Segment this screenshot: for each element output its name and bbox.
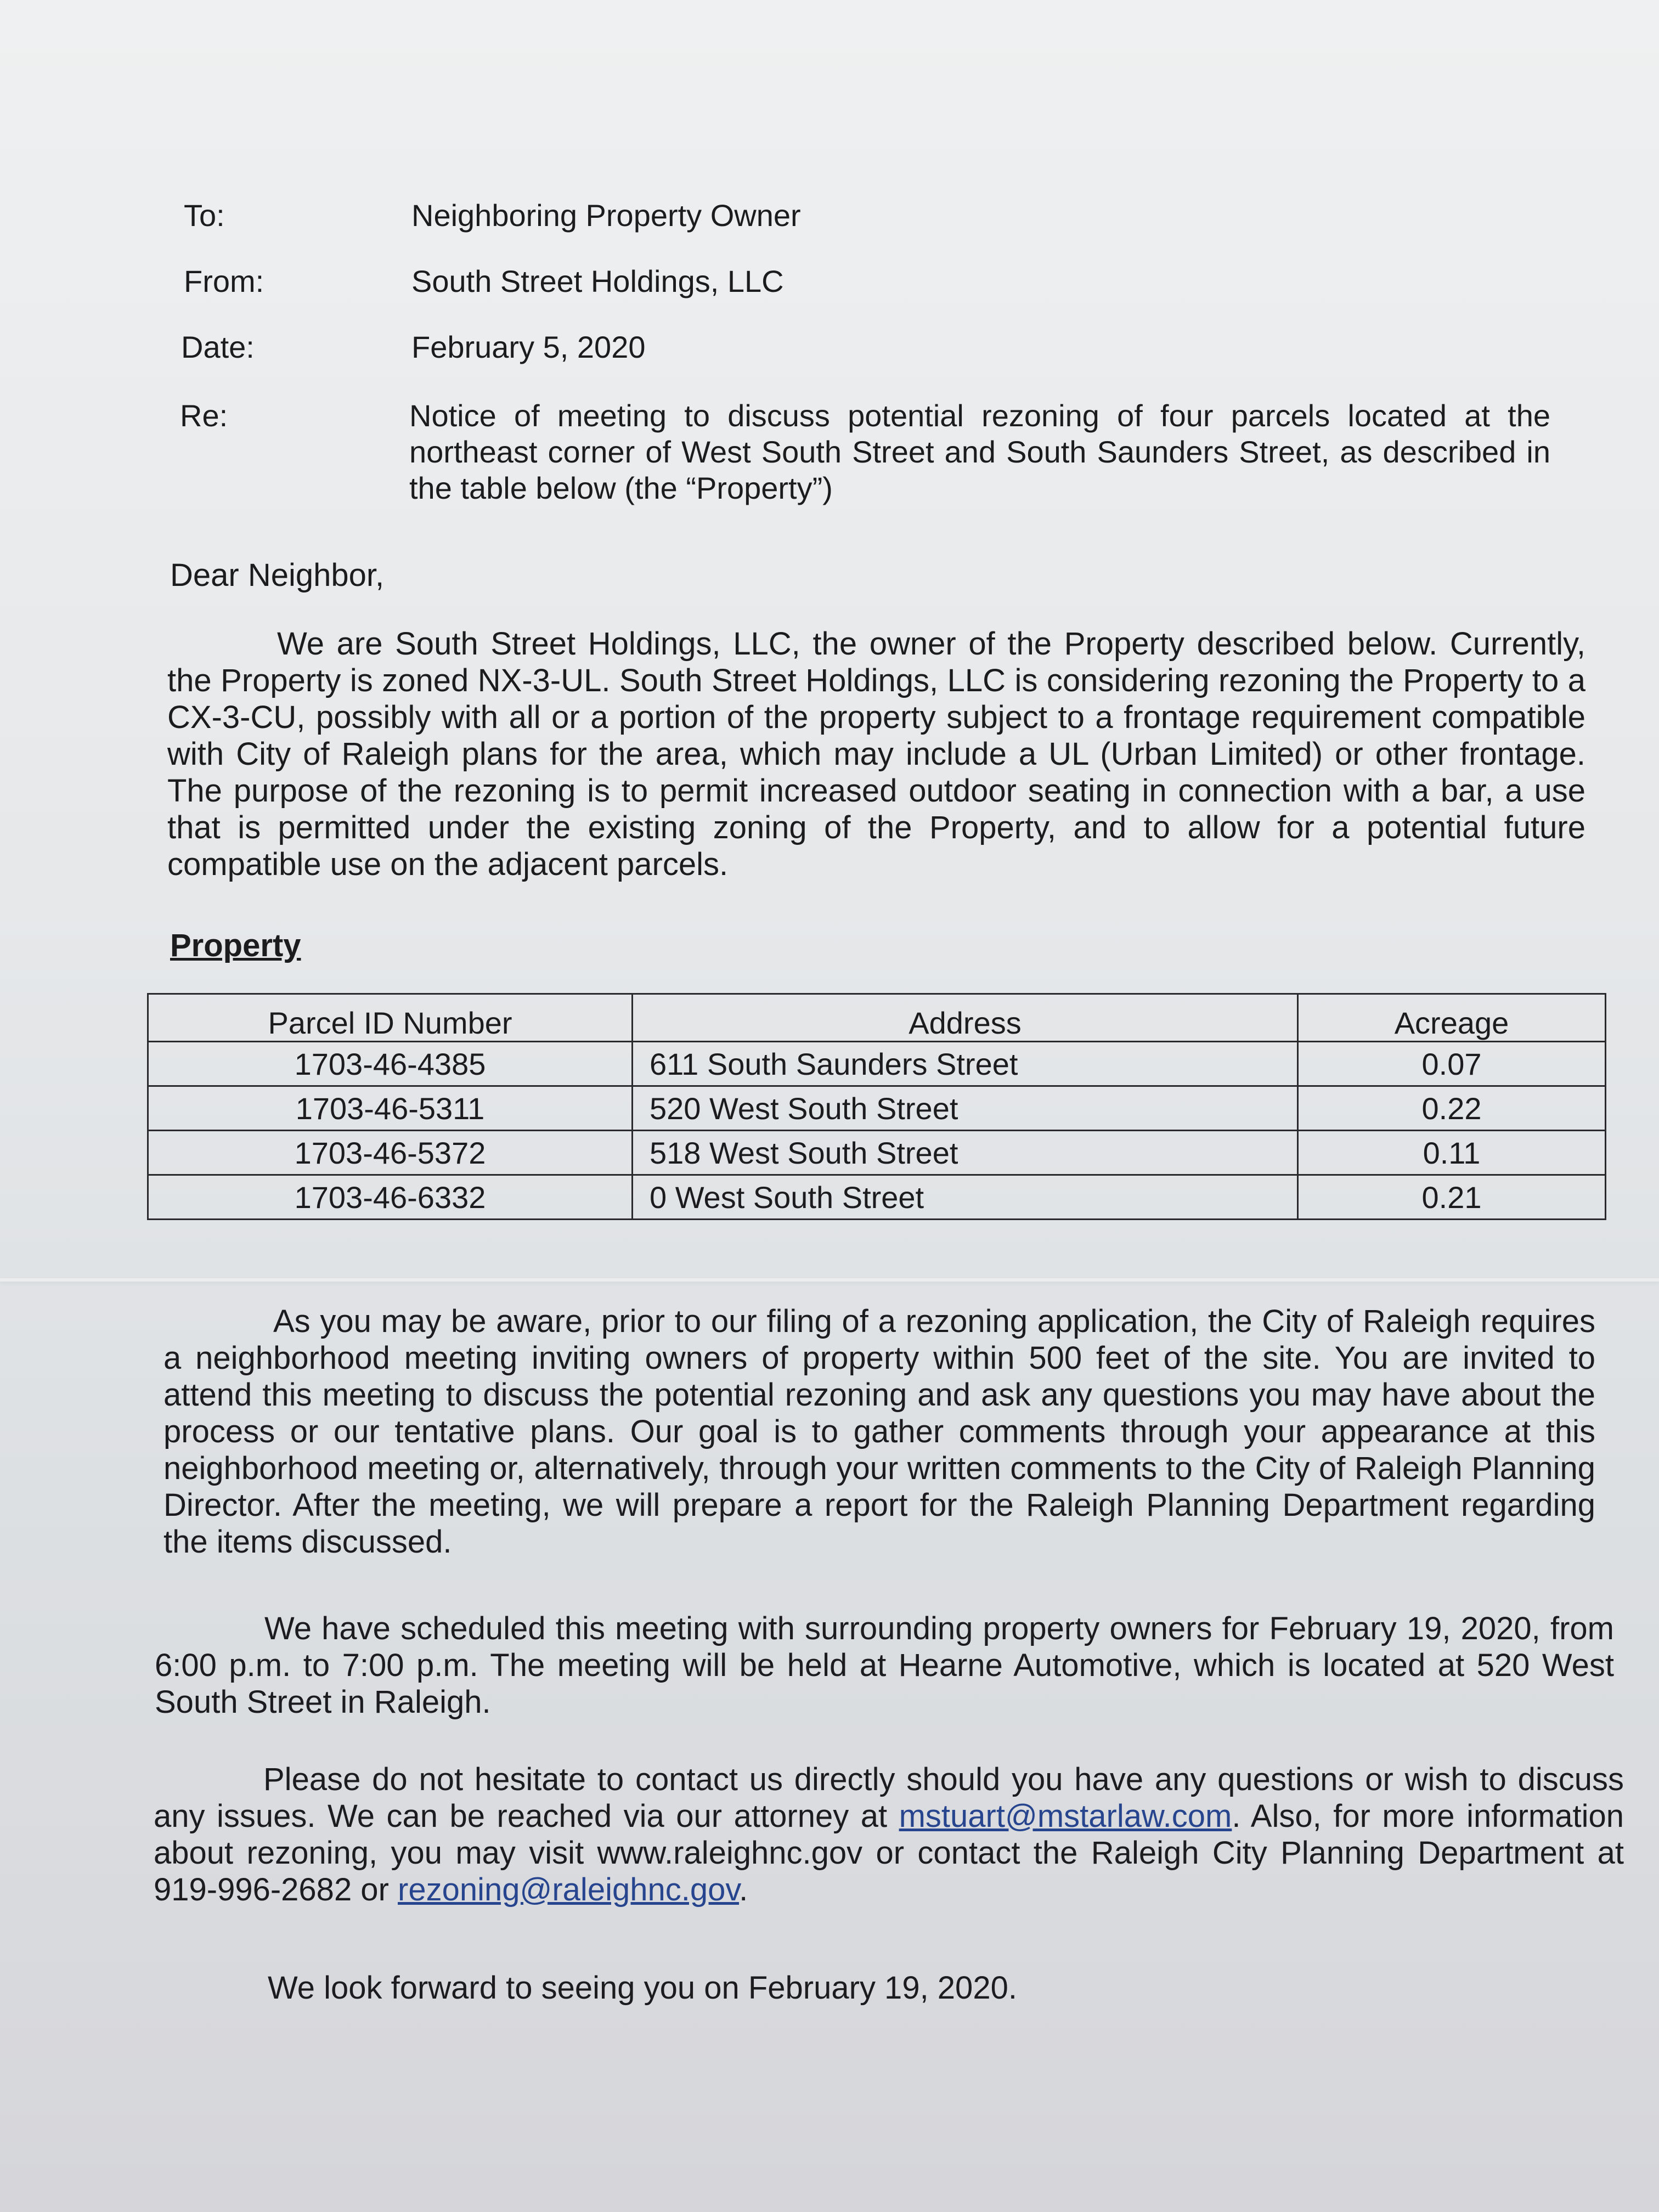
to-label: To: xyxy=(184,198,225,233)
date-label: Date: xyxy=(181,330,255,364)
from-value: South Street Holdings, LLC xyxy=(411,264,784,298)
contact-paragraph xyxy=(154,1761,1624,1908)
table-row xyxy=(148,1086,1606,1131)
property-section-title: Property xyxy=(170,928,301,963)
meeting-paragraph: As you may be aware, prior to our filing of a rezoning application, the City of Raleigh requires a neighborhood meeting inviting owners of property within 500 feet of the site. You are invited to attend this meeting to discuss the potential rezoning and ask any questions you may have about the process or our tentative plans. Our goal is to gather comments through your appearance at this neighborhood meeting or, alternatively, through your written comments to the City of Raleigh Planning Director. After the meeting, we will prepare a report for the Raleigh Planning Department regarding the items discussed. xyxy=(163,1304,1595,1560)
from-label: From: xyxy=(184,264,264,298)
parcel-id-cell: 1703-46-5311 xyxy=(148,1086,633,1131)
contact-text-intro: Please do not hesitate to contact us directly should you have any questions or wish to discuss any issues. We can be reached via our attorney at xyxy=(154,1762,1624,1834)
table-row xyxy=(148,1175,1606,1220)
paper-fold xyxy=(0,1278,1659,1282)
re-label: Re: xyxy=(180,398,228,433)
address-cell: 611 South Saunders Street xyxy=(633,1042,1298,1086)
to-row xyxy=(184,198,1610,234)
rezoning-email-link[interactable]: rezoning@raleighnc.gov xyxy=(398,1872,740,1908)
closing-line: We look forward to seeing you on February 19, 2020. xyxy=(268,1970,1017,2006)
parcel-id-cell: 1703-46-6332 xyxy=(148,1175,633,1220)
to-value: Neighboring Property Owner xyxy=(411,198,801,233)
acreage-cell: 0.22 xyxy=(1298,1086,1606,1131)
re-value: Notice of meeting to discuss potential rezoning of four parcels located at the northeast corner of West South Street and South Saunders Street, as described in the table below (the “Property”) xyxy=(409,398,1550,505)
address-cell: 520 West South Street xyxy=(633,1086,1298,1131)
contact-text-middle: . Also, for more information about rezoning, you may visit www.raleighnc.gov or contact the Raleigh City Planning Department at 919-996-2682 or xyxy=(154,1798,1624,1908)
from-row xyxy=(184,263,1610,300)
acreage-cell: 0.11 xyxy=(1298,1131,1606,1175)
intro-paragraph: We are South Street Holdings, LLC, the owner of the Property described below. Currently, the Property is zoned NX-3-UL. South Street Holdings, LLC is considering rezoning the Property to a CX-3-CU, possibly with all or a portion of the property subject to a frontage requirement compatible with City of Raleigh plans for the area, which may include a UL (Urban Limited) or other frontage. The purpose of the rezoning is to permit increased outdoor seating in connection with a bar, a use that is permitted under the existing zoning of the Property, and to allow for a potential future compatible use on the adjacent parcels. xyxy=(167,626,1585,882)
contact-text-end: . xyxy=(739,1872,748,1908)
acreage-cell: 0.21 xyxy=(1298,1175,1606,1220)
date-row xyxy=(181,329,1607,365)
parcel-id-cell: 1703-46-4385 xyxy=(148,1042,633,1086)
address-cell: 518 West South Street xyxy=(633,1131,1298,1175)
attorney-email-link[interactable]: mstuart@mstarlaw.com xyxy=(899,1798,1232,1834)
parcel-id-cell: 1703-46-5372 xyxy=(148,1131,633,1175)
column-header-parcel: Parcel ID Number xyxy=(148,994,633,1042)
acreage-cell: 0.07 xyxy=(1298,1042,1606,1086)
address-cell: 0 West South Street xyxy=(633,1175,1298,1220)
property-table xyxy=(147,993,1606,1220)
re-row xyxy=(180,398,1606,518)
table-header-row xyxy=(148,994,1606,1042)
column-header-address: Address xyxy=(633,994,1298,1042)
column-header-acreage: Acreage xyxy=(1298,994,1606,1042)
table-row xyxy=(148,1131,1606,1175)
table-row xyxy=(148,1042,1606,1086)
schedule-paragraph: We have scheduled this meeting with surrounding property owners for February 19, 2020, from 6:00 p.m. to 7:00 p.m. The meeting will be held at Hearne Automotive, which is located at 520 West South Street in Raleigh. xyxy=(155,1611,1614,1720)
salutation: Dear Neighbor, xyxy=(170,557,385,593)
date-value: February 5, 2020 xyxy=(411,330,646,364)
